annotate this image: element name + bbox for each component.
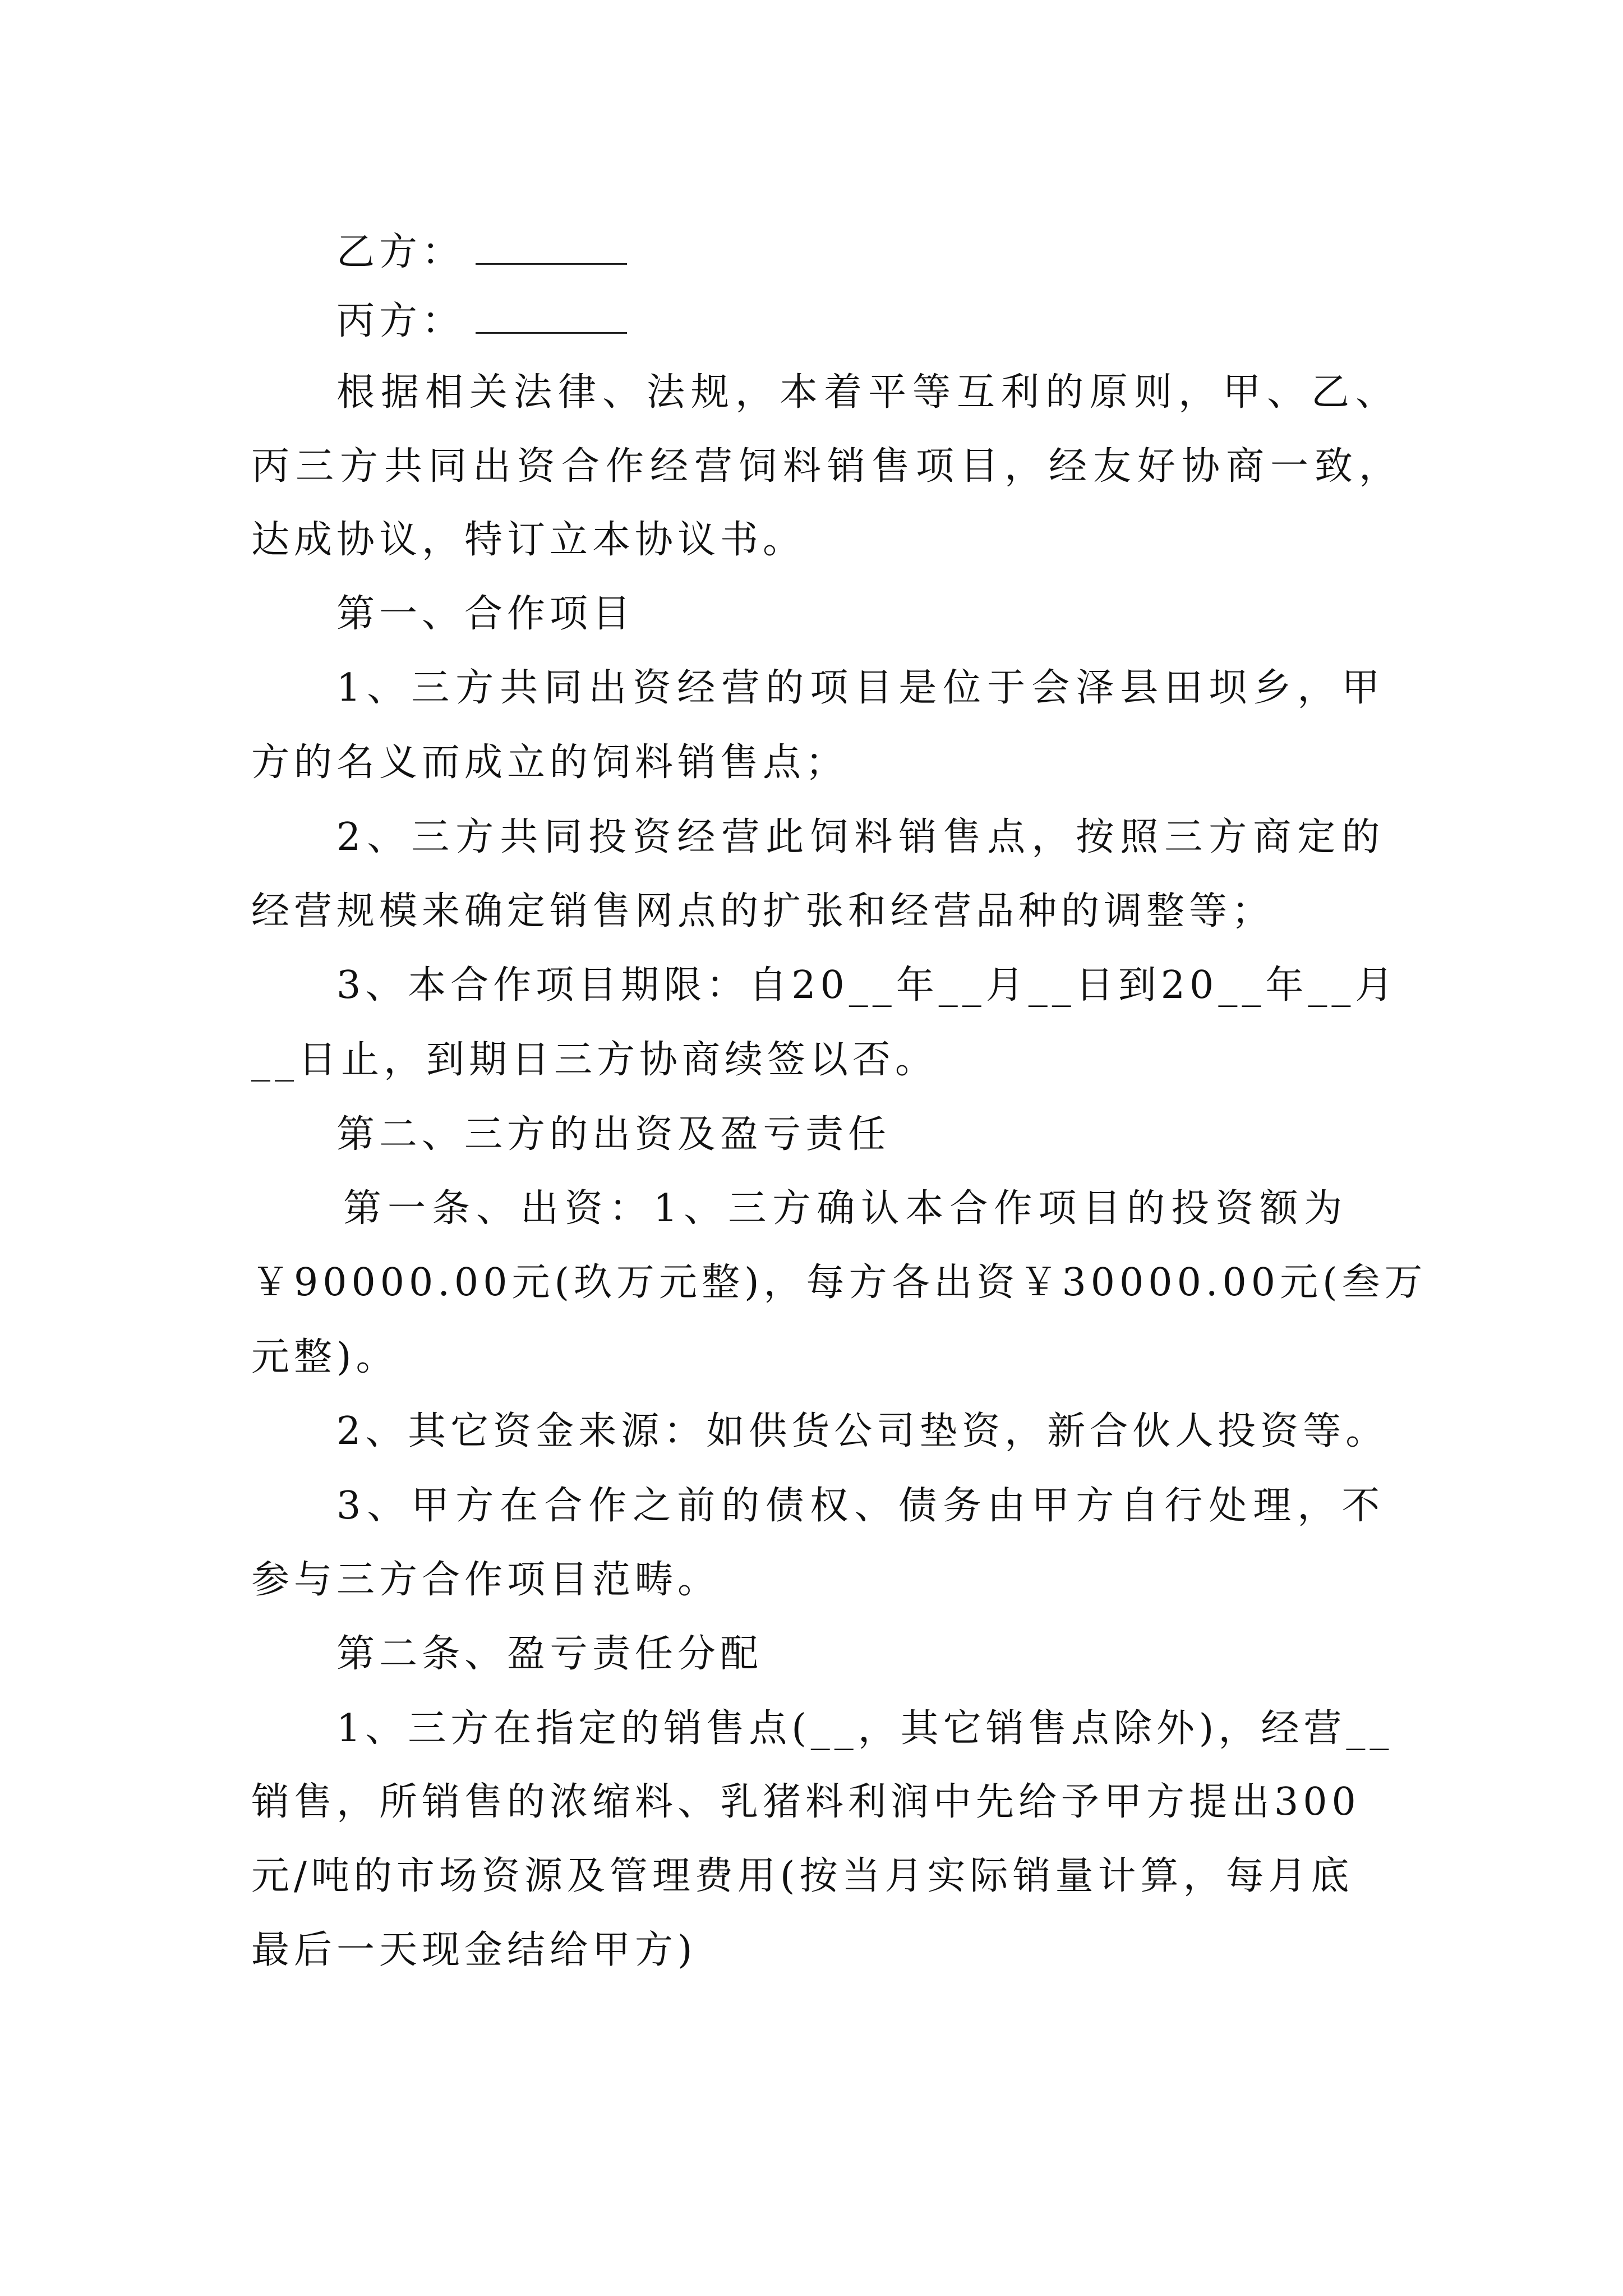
party-b-blank [476,229,627,265]
party-c-line [336,296,627,347]
section-1-item-3-line-2: __日止，到期日三方协商续签以否。 [251,1038,938,1082]
article-1-line-2: ￥90000.00元(玖万元整)，每方各出资￥30000.00元(叁万 [251,1260,1427,1305]
preamble-line-2: 丙三方共同出资合作经营饲料销售项目，经友好协商一致， [251,444,1404,489]
section-1-item-2-line-1: 2、三方共同投资经营此饲料销售点，按照三方商定的 [336,815,1386,859]
article-2-item-1-line-4: 最后一天现金结给甲方) [251,1928,697,1972]
section-1-item-2-line-2: 经营规模来确定销售网点的扩张和经营品种的调整等； [251,889,1275,933]
section-1-item-1-line-2: 方的名义而成立的饲料销售点； [251,740,849,785]
article-1-item-3-line-2: 参与三方合作项目范畴。 [251,1558,721,1602]
article-2-item-1-line-1: 1、三方在指定的销售点(__，其它销售点除外)，经营__ [336,1706,1394,1751]
preamble-line-3: 达成协议，特订立本协议书。 [251,518,806,562]
party-c-label: 丙方： [336,299,465,343]
party-b-line [336,227,627,278]
article-2-item-1-line-2: 销售，所销售的浓缩料、乳猪料利润中先给予甲方提出300 [251,1780,1361,1824]
article-1-line-3: 元整)。 [251,1335,399,1379]
article-2-item-1-line-3: 元/吨的市场资源及管理费用(按当月实际销量计算，每月底 [251,1854,1354,1898]
section-1-heading: 第一、合作项目 [336,592,635,636]
preamble-line-1: 根据相关法律、法规，本着平等互利的原则，甲、乙、 [336,370,1400,415]
section-2-heading: 第二、三方的出资及盈亏责任 [336,1112,891,1157]
article-2-heading: 第二条、盈亏责任分配 [336,1632,763,1676]
article-1-item-3-line-1: 3、甲方在合作之前的债权、债务由甲方自行处理，不 [336,1484,1386,1528]
article-1-line-1: 第一条、出资：1、三方确认本合作项目的投资额为 [343,1186,1349,1231]
section-1-item-1-line-1: 1、三方共同出资经营的项目是位于会泽县田坝乡，甲 [336,666,1386,710]
party-c-blank [476,298,627,334]
article-1-item-2: 2、其它资金来源：如供货公司垫资，新合伙人投资等。 [336,1409,1389,1453]
section-1-item-3-line-1: 3、本合作项目期限：自20__年__月__日到20__年__月 [336,963,1398,1007]
party-b-label: 乙方： [336,230,465,274]
